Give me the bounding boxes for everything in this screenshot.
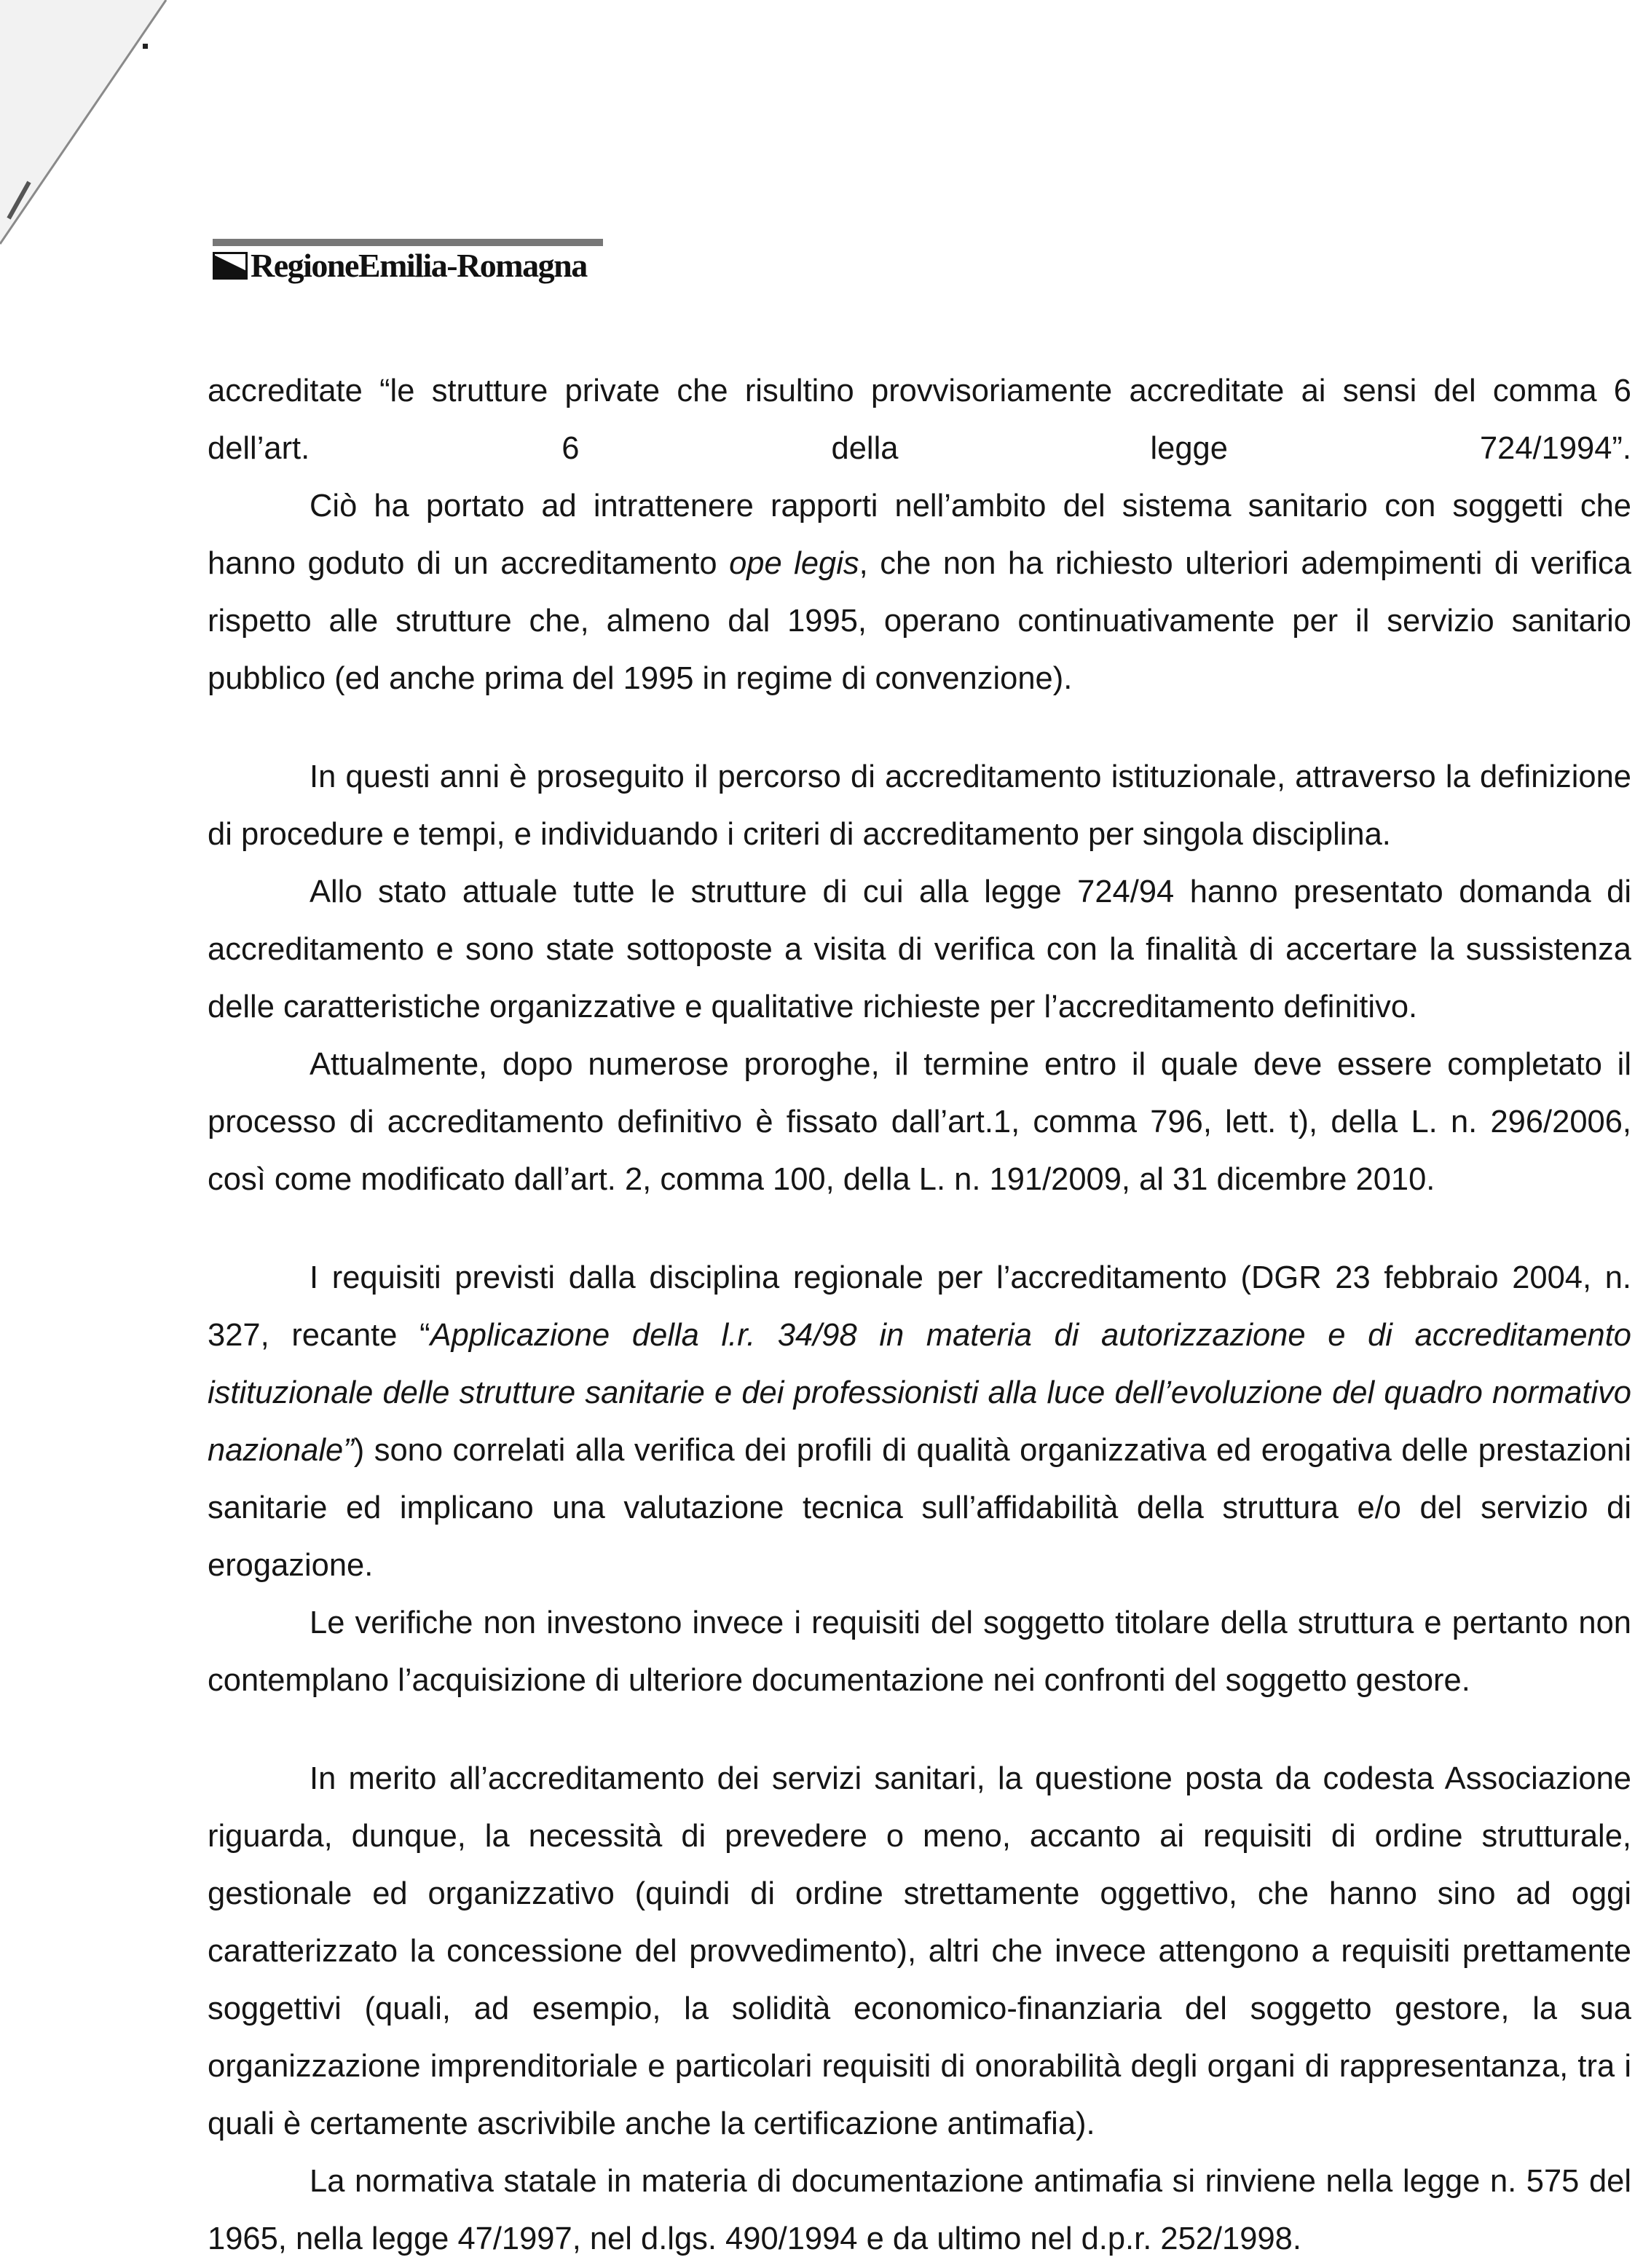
letter-body [208, 363, 1631, 2268]
paragraph-9: La normativa statale in materia di documentazione antimafia si rinviene nella legge n. 575 del 1965, nella legge 47/1997, nel d.lgs. 490/1994 e da ultimo nel d.p.r. 252/1998. [208, 2164, 1631, 2256]
paragraph-2: Ciò ha portato ad intrattenere rapporti nell’ambito del sistema sanitario con soggetti che hanno goduto di un accreditamento ope legis, che non ha richiesto ulteriori adempimenti di verifica rispetto alle strutture che, almeno dal 1995, operano continuativamente per il servizio sanitario pubblico (ed anche prima del 1995 in regime di convenzione). [208, 489, 1631, 696]
letterhead [213, 239, 603, 297]
paragraph-4: Allo stato attuale tutte le strutture di cui alla legge 724/94 hanno presentato domanda di accreditamento e sono state sottoposte a visita di verifica con la finalità di accertare la sussistenza delle caratteristiche organizzative e qualitative richieste per l’accreditamento definitivo. [208, 874, 1631, 1024]
paragraph-5: Attualmente, dopo numerose proroghe, il termine entro il quale deve essere completato il processo di accreditamento definitivo è fissato dall’art.1, comma 796, lett. t), della L. n. 296/2006, così come modificato dall’art. 2, comma 100, della L. n. 191/2009, al 31 dicembre 2010. [208, 1047, 1631, 1197]
paragraph-8: In merito all’accreditamento dei servizi sanitari, la questione posta da codesta Associazione riguarda, dunque, la necessità di prevedere o meno, accanto ai requisiti di ordine strutturale, gestionale ed organizzativo (quindi di ordine strettamente oggettivo, che hanno sino ad oggi caratterizzato la concessione del provvedimento), altri che invece attengono a requisiti prettamente soggettivi (quali, ad esempio, la solidità economico-finanziaria del soggetto gestore, la sua organizzazione imprenditoriale e particolari requisiti di onorabilità degli organi di rappresentanza, tra i quali è certamente ascrivibile anche la certificazione antimafia). [208, 1761, 1631, 2141]
region-name: RegioneEmilia-Romagna [251, 247, 587, 284]
paragraph-6: I requisiti previsti dalla disciplina regionale per l’accreditamento (DGR 23 febbraio 2004, n. 327, recante “Applicazione della l.r. 34/98 in materia di autorizzazione e di accreditamento istituzionale delle strutture sanitarie e dei professionisti alla luce dell’evoluzione del quadro normativo nazionale”) sono correlati alla verifica dei profili di qualità organizzativa ed erogativa delle prestazioni sanitarie ed implicano una valutazione tecnica sull’affidabilità della struttura e/o del servizio di erogazione. [208, 1260, 1631, 1583]
paragraph-3: In questi anni è proseguito il percorso di accreditamento istituzionale, attraverso la definizione di procedure e tempi, e individuando i criteri di accreditamento per singola disciplina. [208, 759, 1631, 852]
region-flag-logo-icon [213, 252, 248, 280]
folded-corner [0, 0, 182, 269]
paragraph-7: Le verifiche non investono invece i requisiti del soggetto titolare della struttura e pertanto non contemplano l’acquisizione di ulteriore documentazione nei confronti del soggetto gestore. [208, 1605, 1631, 1698]
paragraph-1: accreditate “le strutture private che risultino provvisoriamente accreditate ai sensi del comma 6 dell’art. 6 della legge 724/1994”. [208, 374, 1631, 466]
letterhead-rule [213, 239, 603, 246]
